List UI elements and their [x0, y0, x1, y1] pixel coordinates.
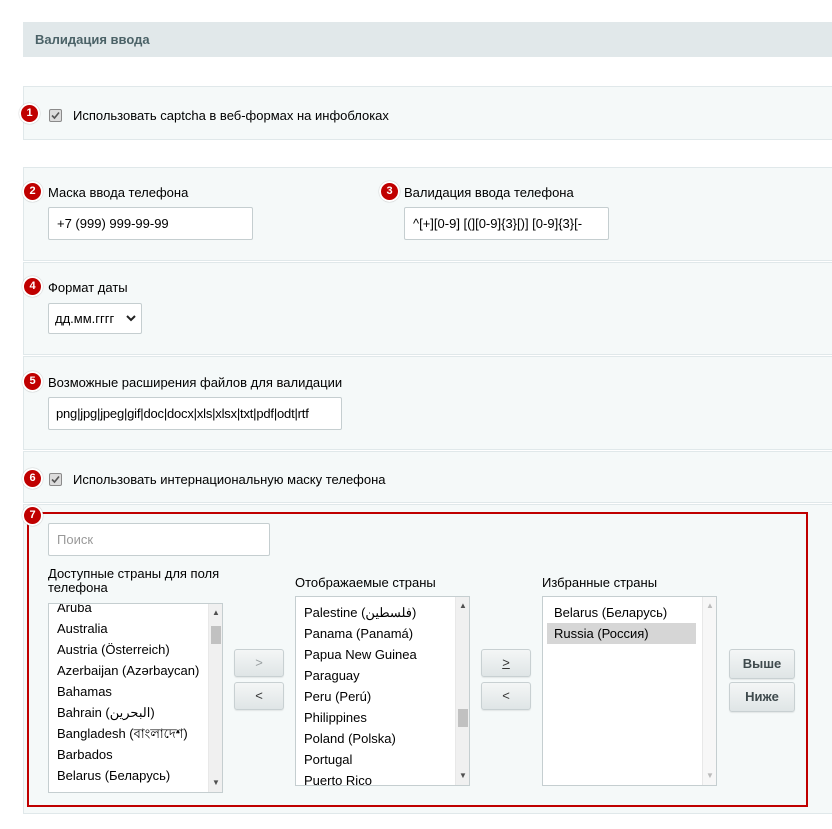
- remove-favorite-button[interactable]: <: [481, 682, 531, 710]
- favorite-countries-list[interactable]: [542, 596, 717, 786]
- displayed-countries-list[interactable]: [295, 596, 470, 786]
- remove-country-button[interactable]: <: [234, 682, 284, 710]
- date-format-value: дд.мм.гггг: [55, 311, 115, 326]
- phone-validation-input[interactable]: ^[+][0-9] [(][0-9]{3}[)] [0-9]{3}[-: [404, 207, 609, 240]
- list-item[interactable]: Portugal: [304, 752, 353, 767]
- section-title: Валидация ввода: [35, 32, 150, 47]
- date-format-label: Формат даты: [48, 280, 128, 295]
- add-favorite-button[interactable]: >: [481, 649, 531, 677]
- badge-5: 5: [22, 371, 43, 392]
- phone-mask-input[interactable]: +7 (999) 999-99-99: [48, 207, 253, 240]
- scroll-down-icon[interactable]: ▼: [706, 771, 714, 780]
- list-item[interactable]: Azerbaijan (Azərbaycan): [57, 663, 200, 678]
- list-item[interactable]: Australia: [57, 621, 108, 636]
- list-item[interactable]: Belarus (Беларусь): [57, 768, 171, 783]
- list-item[interactable]: Bangladesh (বাংলাদেশ): [57, 726, 188, 741]
- list-item[interactable]: Aruba: [57, 603, 92, 615]
- list-item[interactable]: Panama (Panamá): [304, 626, 414, 641]
- list-item[interactable]: Papua New Guinea: [304, 647, 417, 662]
- list-item[interactable]: Puerto Rico: [304, 773, 372, 786]
- badge-1: 1: [19, 103, 40, 124]
- move-up-button[interactable]: Выше: [729, 649, 795, 679]
- list-item[interactable]: Barbados: [57, 747, 113, 762]
- available-countries-label: Доступные страны для поля телефона: [48, 566, 220, 595]
- displayed-countries-label: Отображаемые страны: [295, 575, 436, 590]
- date-format-select[interactable]: [48, 303, 142, 334]
- add-country-button[interactable]: >: [234, 649, 284, 677]
- list-item[interactable]: Bahamas: [57, 684, 112, 699]
- list-item[interactable]: Philippines: [304, 710, 367, 725]
- date-section: [23, 262, 832, 355]
- scroll-thumb[interactable]: [211, 626, 221, 644]
- phone-mask-label: Маска ввода телефона: [48, 185, 189, 200]
- list-item[interactable]: Bahrain (‫البحرين‬‎): [57, 705, 155, 720]
- file-ext-input[interactable]: png|jpg|jpeg|gif|doc|docx|xls|xlsx|txt|pdf|odt|rtf: [48, 397, 342, 430]
- scroll-up-icon[interactable]: ▲: [212, 608, 220, 617]
- badge-3: 3: [379, 181, 400, 202]
- list-item-selected[interactable]: Russia (Россия): [547, 623, 696, 644]
- available-countries-list[interactable]: [48, 603, 223, 793]
- captcha-checkbox[interactable]: [49, 109, 62, 122]
- list-item[interactable]: Poland (Polska): [304, 731, 396, 746]
- list-item[interactable]: Paraguay: [304, 668, 360, 683]
- list-item[interactable]: Belarus (Беларусь): [554, 605, 668, 620]
- country-search-input[interactable]: Поиск: [48, 523, 270, 556]
- list-item[interactable]: Peru (Perú): [304, 689, 372, 704]
- phone-validation-label: Валидация ввода телефона: [404, 185, 574, 200]
- intl-mask-label: Использовать интернациональную маску телефона: [73, 472, 386, 487]
- badge-2: 2: [22, 181, 43, 202]
- list-item[interactable]: Austria (Österreich): [57, 642, 170, 657]
- scroll-down-icon[interactable]: ▼: [459, 771, 467, 780]
- available-scrollbar[interactable]: [208, 604, 222, 792]
- section-header: [23, 22, 832, 57]
- move-down-button[interactable]: Ниже: [729, 682, 795, 712]
- chevron-down-icon: [126, 304, 136, 343]
- badge-7: 7: [22, 505, 43, 526]
- badge-4: 4: [22, 276, 43, 297]
- badge-6: 6: [22, 468, 43, 489]
- captcha-label: Использовать captcha в веб-формах на инфоблоках: [73, 108, 389, 123]
- scroll-thumb[interactable]: [458, 709, 468, 727]
- favorite-countries-label: Избранные страны: [542, 575, 658, 590]
- intl-mask-checkbox[interactable]: [49, 473, 62, 486]
- file-ext-label: Возможные расширения файлов для валидации: [48, 375, 343, 390]
- scroll-up-icon[interactable]: ▲: [459, 601, 467, 610]
- favorite-scrollbar[interactable]: [702, 597, 716, 785]
- scroll-down-icon[interactable]: ▼: [212, 778, 220, 787]
- scroll-up-icon[interactable]: ▲: [706, 601, 714, 610]
- list-item[interactable]: Palestine (‫فلسطين‬‎): [304, 605, 417, 620]
- displayed-scrollbar[interactable]: [455, 597, 469, 785]
